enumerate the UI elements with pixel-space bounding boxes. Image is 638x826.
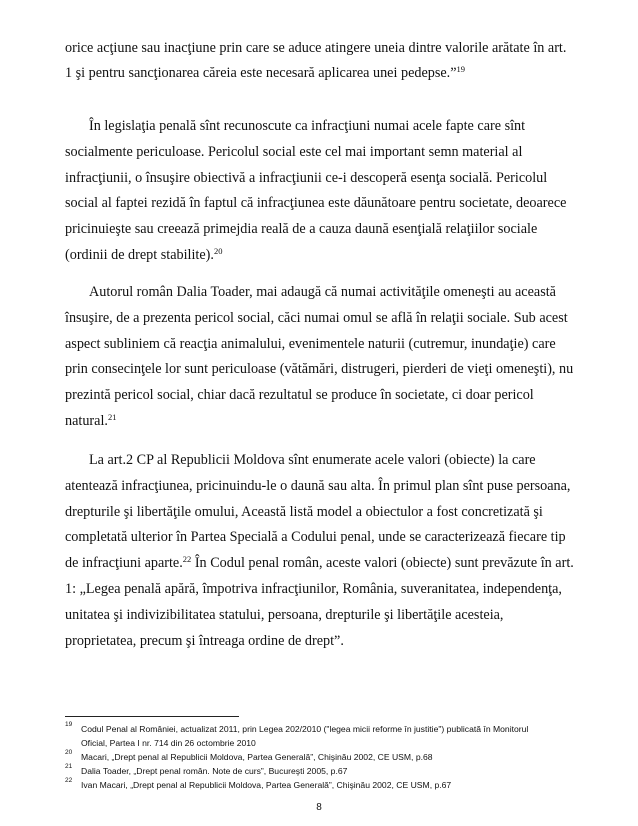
line-text: (ordinii de drept stabilite). — [65, 247, 214, 263]
line-text: aspect subliniem că reacţia animalului, evenimentele naturii (cutremur, inundaţie) care — [65, 335, 556, 352]
paragraph-1-line — [65, 40, 566, 57]
paragraph-3-line — [65, 361, 573, 378]
footnote-ref[interactable]: 21 — [107, 412, 117, 422]
footnote-ref[interactable]: 19 — [456, 64, 466, 74]
line-text: atentează infracţiunea, pricinuindu-le o daună sau alta. În primul plan sînt puse persoana, — [65, 477, 571, 494]
line-text: de infracţiuni aparte. — [65, 555, 183, 572]
line-text: prezintă pericol social, chiar dacă rezultatul se produce în societate, ci doar pericol — [65, 387, 534, 404]
paragraph-2-line — [65, 170, 547, 187]
footnote-text: Codul Penal al României, actualizat 2011, prin Legea 202/2010 ("legea micii reforme în justitie") publicată în Monitorul — [81, 724, 529, 734]
paragraph-3-line — [89, 284, 556, 301]
line-text: infracţiunii, o însuşire obiectivă a infracţiunii ce-i descoperă esenţa socială. Pericolul — [65, 169, 548, 186]
line-text: proprietatea, precum şi întreaga ordine de drept”. — [65, 632, 344, 649]
paragraph-3-line — [65, 336, 556, 353]
line-text: natural. — [65, 413, 108, 429]
paragraph-1-line — [65, 65, 465, 82]
paragraph-2-line — [65, 195, 566, 212]
line-text: completată ulterior în Partea Specială a Codului penal, unde se caracterizează fiecare tip — [65, 529, 566, 546]
line-text-continued: În Codul penal român, aceste valori (obiecte) sunt prevăzute în art. — [191, 555, 574, 572]
paragraph-4-line — [65, 581, 562, 598]
line-text: prin consecinţele lor sunt periculoase (vătămări, distrugeri, pierderi de vieţi omeneşti), nu — [65, 361, 574, 378]
footnote-text: Dalia Toader, „Drept penal român. Note de curs”, Bucureşti 2005, p.67 — [81, 766, 348, 776]
footnote-number: 21 — [65, 763, 73, 770]
page-number: 8 — [316, 802, 322, 813]
footnote-text: Oficial, Partea I nr. 714 din 26 octombrie 2010 — [81, 738, 256, 748]
paragraph-4-line — [65, 504, 543, 521]
paragraph-2-line — [65, 221, 537, 238]
line-text: pricinuieşte sau creează primejdia reală de a cauza daună esenţială relaţiilor sociale — [65, 221, 538, 238]
paragraph-3-line — [65, 310, 568, 327]
paragraph-4-line — [65, 607, 503, 624]
paragraph-4-line — [65, 478, 570, 495]
line-text: însuşire, de a prezenta pericol social, căci numai omul se află în relaţii sociale. Sub acest — [65, 309, 568, 326]
paragraph-2-line — [65, 144, 522, 161]
paragraph-3-line — [65, 387, 534, 404]
footnote-separator — [65, 716, 239, 717]
paragraph-2-line — [89, 118, 525, 135]
line-text: 1 şi pentru sancţionarea căreia este necesară aplicarea unei pedepse.” — [65, 65, 457, 81]
line-text: 1: „Legea penală apără, împotriva infracţiunilor, România, suveranitatea, independenţa, — [65, 581, 562, 597]
line-text: Autorul român Dalia Toader, mai adaugă că numai activităţile omeneşti au această — [89, 284, 556, 300]
paragraph-4-line — [89, 452, 536, 469]
footnote-text: Ivan Macari, „Drept penal al Republicii Moldova, Partea Generală”, Chişinău 2002, CE USM, p.67 — [81, 780, 452, 790]
line-text: La art.2 CP al Republicii Moldova sînt enumerate acele valori (obiecte) la care — [89, 452, 536, 468]
paragraph-4-line — [65, 555, 574, 572]
footnote-number: 19 — [65, 721, 73, 728]
line-text: socialmente periculoase. Pericolul social este cel mai important semn material al — [65, 143, 523, 160]
footnote-text: Macari, „Drept penal al Republicii Moldova, Partea Generală”, Chişinău 2002, CE USM, p.68 — [81, 752, 433, 762]
line-text: orice acţiune sau inacţiune prin care se aduce atingere uneia dintre valorile arătate în art. — [65, 40, 567, 56]
footnote-number: 20 — [65, 749, 73, 756]
footnote-ref[interactable]: 22 — [182, 554, 192, 565]
line-text: unitatea şi indivizibilitatea statului, persoana, drepturile şi libertăţile acesteia, — [65, 606, 504, 623]
line-text: drepturile şi libertăţile omului, Această listă model a obiectulor a fost concretizată şi — [65, 503, 543, 520]
paragraph-4-line — [65, 529, 566, 546]
line-text: În legislaţia penală sînt recunoscute ca infracţiuni numai acele fapte care sînt — [89, 118, 526, 134]
paragraph-3-line — [65, 413, 116, 430]
line-text: social al faptei rezidă în faptul că infracţiunea este dăunătoare pentru societate, deoarece — [65, 195, 567, 212]
paragraph-2-line — [65, 247, 222, 264]
paragraph-4-line — [65, 633, 344, 650]
footnote-ref[interactable]: 20 — [213, 246, 223, 256]
footnote-number: 22 — [65, 777, 73, 784]
